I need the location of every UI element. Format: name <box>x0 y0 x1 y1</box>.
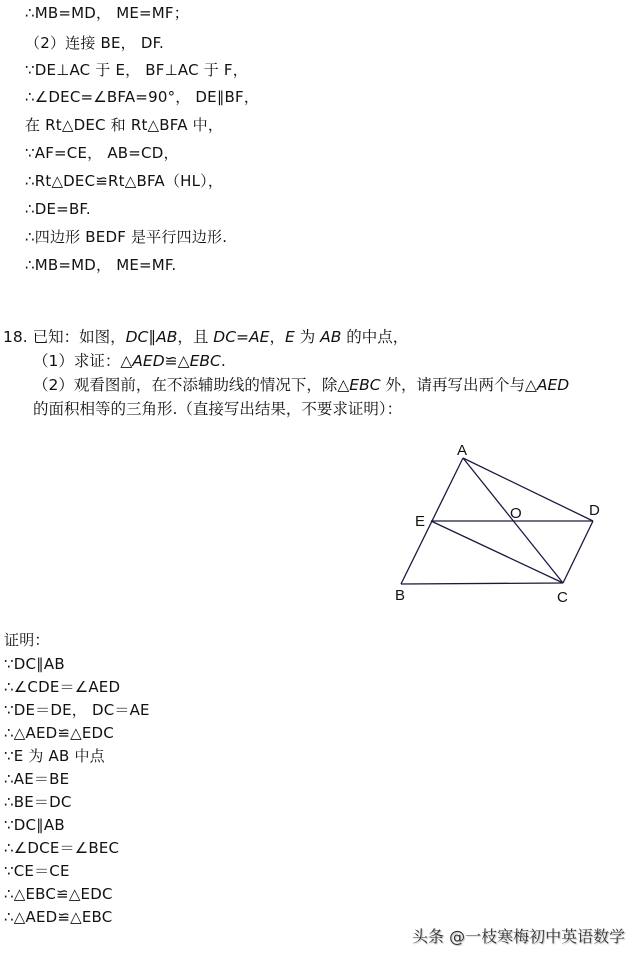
point-label-A: A <box>457 442 468 459</box>
proof-line: ∴MB=MD， ME=MF. <box>25 256 177 274</box>
question-stem <box>3 326 408 348</box>
proof-line: ∵AF=CE， AB=CD， <box>25 144 179 162</box>
solution-line: ∴∠CDE＝∠AED <box>4 678 121 696</box>
solution-line: ∴△EBC≌△EDC <box>4 885 113 903</box>
text: ≌△ <box>164 352 190 370</box>
solution-line: ∴BE＝DC <box>4 793 72 811</box>
text: ，且 <box>177 328 214 346</box>
question-part-1 <box>33 350 226 372</box>
solution-line: ∵CE＝CE <box>4 862 70 880</box>
point-label-D: D <box>589 502 600 519</box>
proof-line: ∵DE⊥AC 于 E， BF⊥AC 于 F， <box>25 61 248 79</box>
solution-line: ∴∠DCE＝∠BEC <box>4 839 120 857</box>
math-text: DC∥AB <box>125 328 178 346</box>
proof-line: ∴Rt△DEC≌Rt△BFA（HL）， <box>25 172 224 190</box>
text: . <box>220 352 226 370</box>
point-label-O: O <box>510 505 522 522</box>
math-text: DC=AE <box>213 328 270 346</box>
watermark: 头条 @一枝寒梅初中英语数学 <box>412 927 626 946</box>
question-part-2-cont: 的面积相等的三角形.（直接写出结果，不要求证明）： <box>33 400 403 418</box>
proof-line: ∴MB=MD， ME=MF； <box>25 4 189 22</box>
point-label-C: C <box>557 589 568 606</box>
point-label-B: B <box>395 587 406 604</box>
text: 已知：如图， <box>32 328 126 346</box>
text: ， <box>269 328 285 346</box>
segment-BC <box>401 583 563 584</box>
math-text: AED <box>132 352 165 370</box>
geometry-diagram <box>380 430 620 610</box>
proof-line: （2）连接 BE， DF. <box>25 34 164 52</box>
text: 的中点， <box>341 328 409 346</box>
segment-CD <box>563 521 593 583</box>
solution-line: ∴△AED≌△EDC <box>4 724 114 742</box>
math-text: EBC <box>189 352 221 370</box>
solution-line: ∵DE＝DE， DC＝AE <box>4 701 150 719</box>
text: （2）观看图前，在不添辅助线的情况下，除△ <box>33 376 350 394</box>
solution-line: ∴AE＝BE <box>4 770 70 788</box>
proof-line: ∴四边形 BEDF 是平行四边形. <box>25 228 228 246</box>
point-label-E: E <box>415 513 426 530</box>
solution-line: ∴△AED≌△EBC <box>4 908 113 926</box>
solution-line: ∵DC∥AB <box>4 655 65 673</box>
segment-EC <box>431 521 563 583</box>
proof-line: ∴DE=BF. <box>25 200 91 218</box>
text: 外，请再写出两个与△ <box>380 376 537 394</box>
text: （1）求证：△ <box>33 352 133 370</box>
proof-line: ∴∠DEC=∠BFA=90°， DE∥BF， <box>25 88 260 106</box>
math-text: AB <box>320 328 342 346</box>
segment-DA <box>463 458 593 521</box>
question-part-2 <box>33 374 569 396</box>
math-text: EBC <box>349 376 381 394</box>
math-text: E <box>284 328 295 346</box>
math-text: AED <box>536 376 570 394</box>
proof-line: 在 Rt△DEC 和 Rt△BFA 中， <box>25 116 224 134</box>
text: 为 <box>294 328 321 346</box>
question-number: 18. <box>3 328 28 346</box>
solution-header: 证明： <box>4 631 50 649</box>
solution-line: ∵DC∥AB <box>4 816 65 834</box>
solution-line: ∵E 为 AB 中点 <box>4 747 105 765</box>
